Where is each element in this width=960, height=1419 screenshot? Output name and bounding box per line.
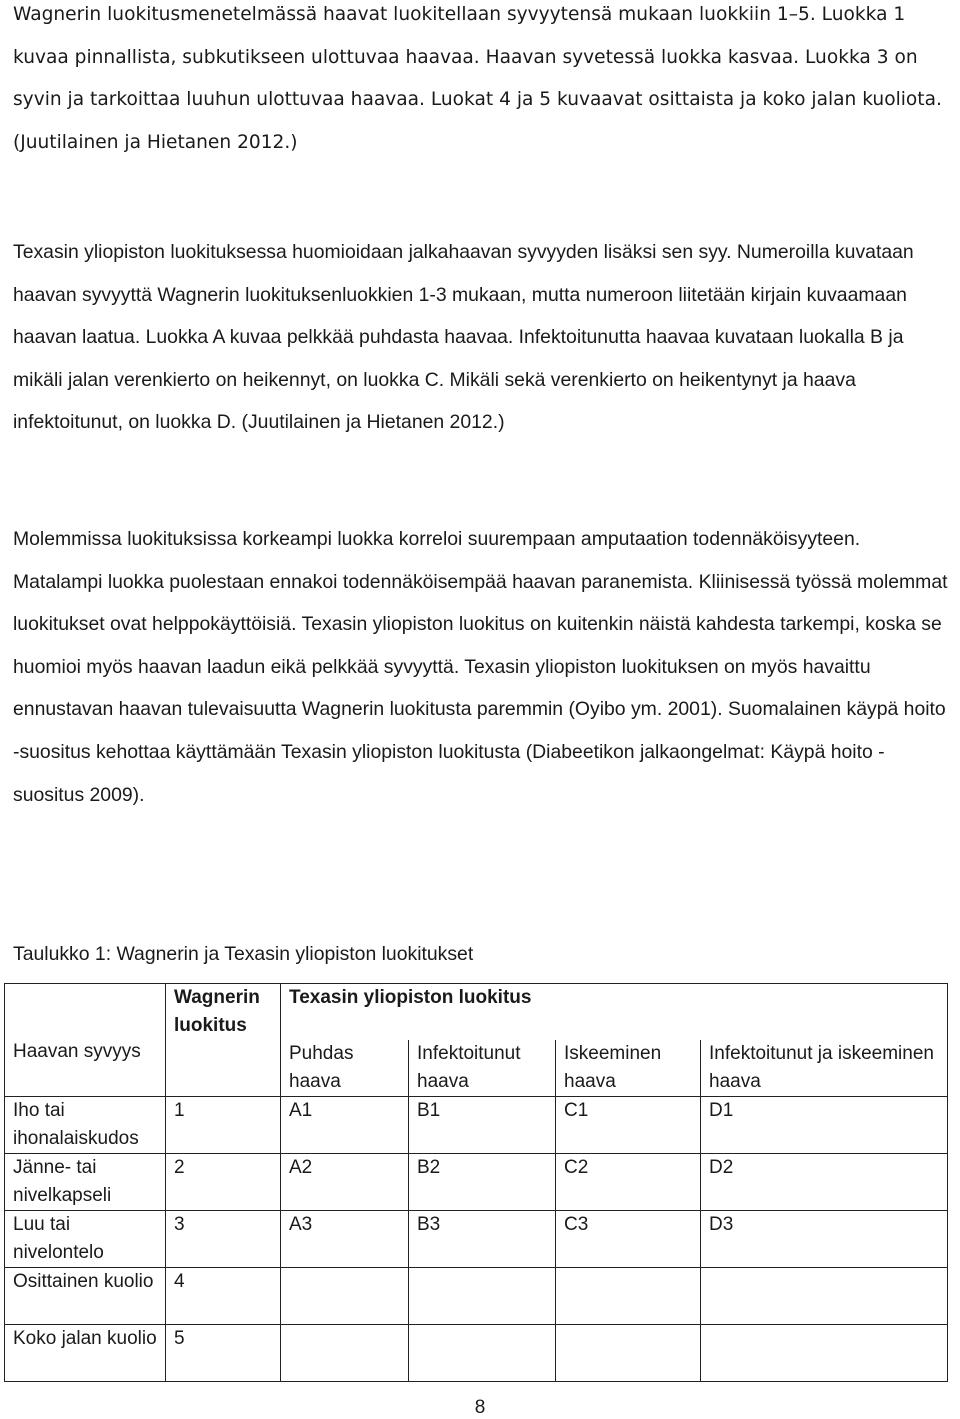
row-depth: Koko jalan kuolio bbox=[5, 1325, 166, 1382]
page-number: 8 bbox=[474, 1397, 486, 1418]
wagner-header: Wagnerin luokitus bbox=[166, 984, 281, 1041]
paragraph-texas: Texasin yliopiston luokituksessa huomioidaan jalkahaavan syvyyden lisäksi sen syy. Numeroilla kuvataan haavan syvyyttä Wagnerin luokituksenluokkien 1-3 mukaan, mutta numeroon liitetään kirjain kuvaamaan haavan laatua. Luokka A kuvaa pelkkää puhdasta haavaa. Infektoitunutta haavaa kuvataan luokalla B ja mikäli jalan verenkierto on heikennyt, on luokka C. Mikäli sekä verenkierto on heikentynyt ja haava infektoitunut, on luokka D. (Juutilainen ja Hietanen 2012.) bbox=[13, 241, 914, 433]
row-grade-c: C1 bbox=[556, 1097, 701, 1154]
paragraph-comparison: Molemmissa luokituksissa korkeampi luokka korreloi suurempaan amputaation todennäköisyyteen. Matalampi luokka puolestaan ennakoi todennäköisempää haavan paranemista. Kliinisessä työssä molemmat luokitukset ovat helppokäyttöisiä. Texasin yliopiston luokitus on kuitenkin näistä kahdesta tarkempi, koska se huomioi myös haavan laadun eikä pelkkää syvyyttä. Texasin yliopiston luokituksen on myös havaittu ennustavan haavan tulevaisuutta Wagnerin luokitusta paremmin (Oyibo ym. 2001). Suomalainen käypä hoito -suositus kehottaa käyttämään Texasin yliopiston luokitusta (Diabeetikon jalkaongelmat: Käypä hoito -suositus 2009). bbox=[13, 528, 948, 806]
subheader-clean: Puhdas haava bbox=[281, 1040, 409, 1097]
row-grade-d: D1 bbox=[701, 1097, 948, 1154]
row-grade-c bbox=[556, 1325, 701, 1382]
row-grade-a: A1 bbox=[281, 1097, 409, 1154]
table-row bbox=[5, 1268, 948, 1325]
row-wagner: 2 bbox=[166, 1154, 281, 1211]
table-row bbox=[5, 1154, 948, 1211]
row-grade-a bbox=[281, 1325, 409, 1382]
row-grade-d bbox=[701, 1268, 948, 1325]
row-grade-b: B3 bbox=[409, 1211, 556, 1268]
row-grade-c: C3 bbox=[556, 1211, 701, 1268]
row-depth: Osittainen kuolio bbox=[5, 1268, 166, 1325]
row-grade-b bbox=[409, 1325, 556, 1382]
table-header-row bbox=[5, 984, 948, 1041]
wagner-header-spacer bbox=[166, 1040, 281, 1097]
row-grade-a: A3 bbox=[281, 1211, 409, 1268]
table-row bbox=[5, 1325, 948, 1382]
row-grade-c: C2 bbox=[556, 1154, 701, 1211]
texas-header: Texasin yliopiston luokitus bbox=[281, 984, 948, 1041]
subheader-infected: Infektoitunut haava bbox=[409, 1040, 556, 1097]
row-grade-b: B2 bbox=[409, 1154, 556, 1211]
row-wagner: 1 bbox=[166, 1097, 281, 1154]
row-depth: Iho tai ihonalaiskudos bbox=[5, 1097, 166, 1154]
subheader-ischemic: Iskeeminen haava bbox=[556, 1040, 701, 1097]
row-depth: Jänne- tai nivelkapseli bbox=[5, 1154, 166, 1211]
depth-header: Haavan syvyys bbox=[5, 984, 166, 1097]
row-grade-d: D3 bbox=[701, 1211, 948, 1268]
table-row bbox=[5, 1097, 948, 1154]
subheader-infected-ischemic: Infektoitunut ja iskeeminen haava bbox=[701, 1040, 948, 1097]
row-grade-b bbox=[409, 1268, 556, 1325]
classification-table bbox=[4, 983, 948, 1382]
row-grade-d: D2 bbox=[701, 1154, 948, 1211]
table-row bbox=[5, 1211, 948, 1268]
paragraph-wagner: Wagnerin luokitusmenetelmässä haavat luokitellaan syvyytensä mukaan luokkiin 1–5. Luokka 1 kuvaa pinnallista, subkutikseen ulottuvaa haavaa. Haavan syvetessä luokka kasvaa. Luokka 3 on syvin ja tarkoittaa luuhun ulottuvaa haavaa. Luokat 4 ja 5 kuvaavat osittaista ja koko jalan kuoliota. (Juutilainen ja Hietanen 2012.) bbox=[13, 4, 942, 153]
row-wagner: 3 bbox=[166, 1211, 281, 1268]
row-depth: Luu tai nivelontelo bbox=[5, 1211, 166, 1268]
row-wagner: 4 bbox=[166, 1268, 281, 1325]
row-grade-b: B1 bbox=[409, 1097, 556, 1154]
row-grade-c bbox=[556, 1268, 701, 1325]
row-grade-a bbox=[281, 1268, 409, 1325]
row-grade-d bbox=[701, 1325, 948, 1382]
table-caption: Taulukko 1: Wagnerin ja Texasin yliopiston luokitukset bbox=[13, 943, 474, 965]
row-grade-a: A2 bbox=[281, 1154, 409, 1211]
row-wagner: 5 bbox=[166, 1325, 281, 1382]
